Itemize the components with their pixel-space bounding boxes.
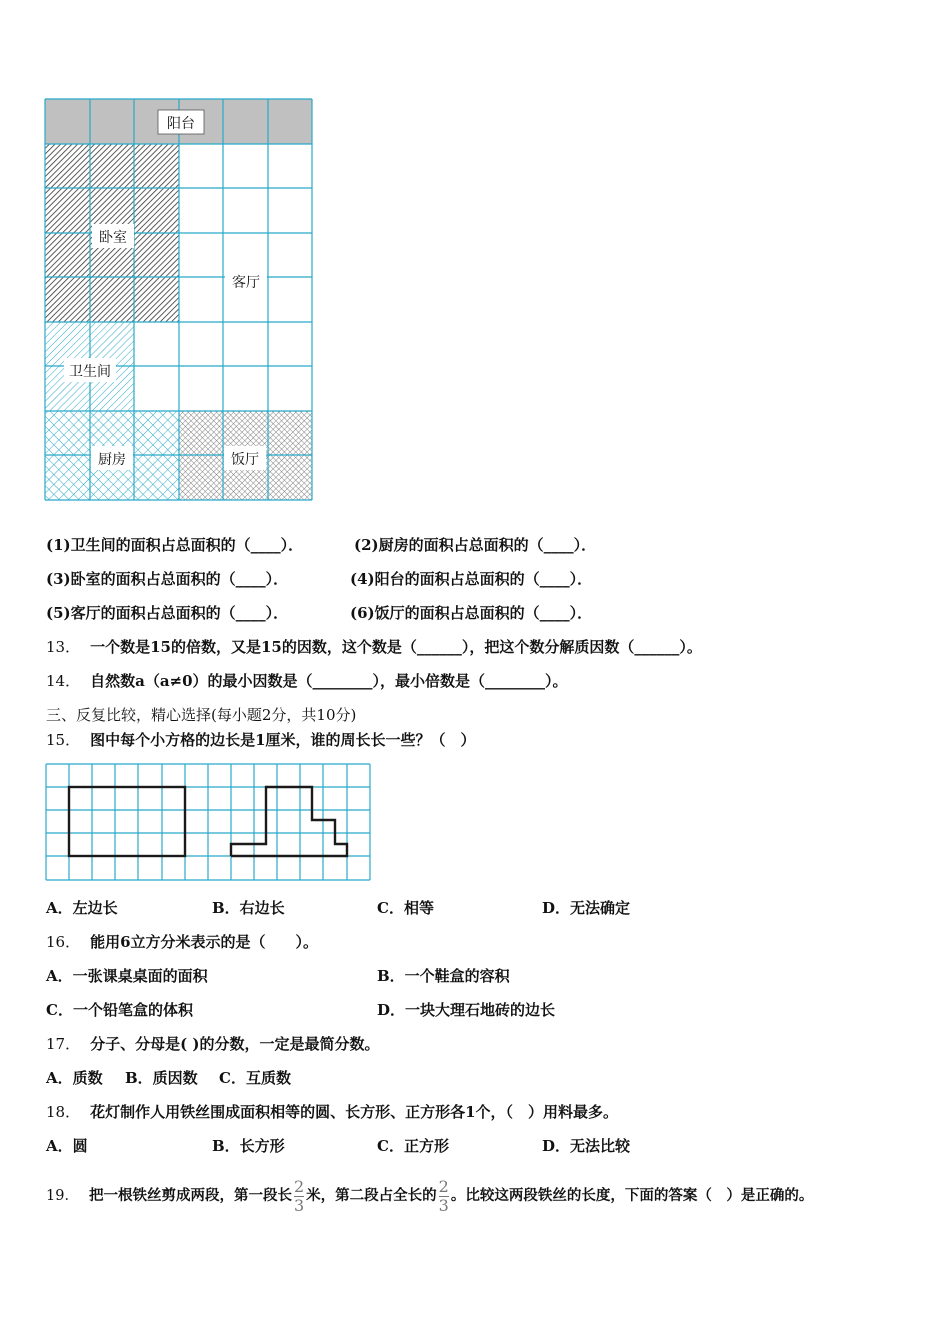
dining-room-label: 饭厅 xyxy=(231,452,259,468)
fraction-1-numerator: 2 xyxy=(293,1176,305,1196)
question-13 xyxy=(46,637,702,657)
q17-option-b[interactable]: B．质因数 xyxy=(125,1069,198,1087)
balcony-label: 阳台 xyxy=(167,116,195,132)
question-19-number: 19． xyxy=(46,1188,79,1204)
question-19 xyxy=(46,1176,813,1216)
question-18 xyxy=(46,1102,618,1122)
question-14 xyxy=(46,671,568,691)
q12-item-3: (3)卧室的面积占总面积的（____）． xyxy=(46,570,289,588)
left-rectangle-shape xyxy=(69,787,185,856)
question-17-number: 17． xyxy=(46,1035,81,1053)
q12-item-1: (1)卫生间的面积占总面积的（____）． xyxy=(46,536,304,554)
question-14-text: 自然数a（a≠0）的最小因数是（________），最小倍数是（________）。 xyxy=(90,672,568,690)
question-17-text: 分子、分母是( )的分数，一定是最简分数。 xyxy=(90,1035,380,1053)
right-step-shape xyxy=(231,787,347,856)
question-16-text: 能用6立方分米表示的是（ ）。 xyxy=(90,933,319,951)
question-15-number: 15． xyxy=(46,731,81,749)
fraction-2-numerator: 2 xyxy=(438,1176,449,1196)
fraction-2-denominator: 3 xyxy=(438,1195,449,1215)
q12-item-5: (5)客厅的面积占总面积的（____）． xyxy=(46,604,289,622)
q12-item-6: (6)饭厅的面积占总面积的（____）． xyxy=(350,604,593,622)
q12-item-4: (4)阳台的面积占总面积的（____）． xyxy=(350,570,593,588)
q16-option-a[interactable]: A．一张课桌桌面的面积 xyxy=(46,967,208,985)
q18-option-d[interactable]: D．无法比较 xyxy=(542,1137,631,1155)
q16-option-d[interactable]: D．一块大理石地砖的边长 xyxy=(377,1001,556,1019)
q15-option-d[interactable]: D．无法确定 xyxy=(542,899,631,917)
fraction-two-thirds-1 xyxy=(294,1178,304,1215)
question-19-part1: 把一根铁丝剪成两段，第一段长 xyxy=(88,1187,292,1204)
question-15 xyxy=(46,730,476,750)
question-14-number: 14． xyxy=(46,672,81,690)
floor-plan-figure xyxy=(44,98,316,502)
q15-option-c[interactable]: C．相等 xyxy=(377,899,434,917)
q15-option-b[interactable]: B．右边长 xyxy=(212,899,285,917)
question-17 xyxy=(46,1034,380,1054)
q18-option-a[interactable]: A．圆 xyxy=(46,1137,88,1155)
q12-item-2: (2)厨房的面积占总面积的（____）． xyxy=(354,536,597,554)
question-13-text: 一个数是15的倍数，又是15的因数，这个数是（______），把这个数分解质因数（______）。 xyxy=(90,638,702,656)
q18-option-c[interactable]: C．正方形 xyxy=(377,1137,449,1155)
q17-option-c[interactable]: C．互质数 xyxy=(219,1069,291,1087)
bathroom-label: 卫生间 xyxy=(69,364,111,380)
perimeter-grid xyxy=(46,764,370,880)
fraction-two-thirds-2 xyxy=(439,1178,449,1215)
question-19-part2: 米，第二段占全长的 xyxy=(306,1187,437,1204)
q16-option-c[interactable]: C．一个铅笔盒的体积 xyxy=(46,1001,193,1019)
q18-option-b[interactable]: B．长方形 xyxy=(212,1137,285,1155)
kitchen-label: 厨房 xyxy=(98,452,126,468)
bedroom-label: 卧室 xyxy=(99,230,127,246)
fraction-1-denominator: 3 xyxy=(293,1195,305,1215)
section-3-title: 三、反复比较，精心选择(每小题2分，共10分) xyxy=(46,706,357,724)
question-18-text: 花灯制作人用铁丝围成面积相等的圆、长方形、正方形各1个，（ ）用料最多。 xyxy=(90,1103,619,1121)
q15-option-a[interactable]: A．左边长 xyxy=(46,899,118,917)
question-19-part3: 。比较这两段铁丝的长度，下面的答案（ ）是正确的。 xyxy=(450,1187,814,1204)
living-room-label: 客厅 xyxy=(232,275,260,291)
perimeter-grid-figure xyxy=(44,762,374,884)
q16-option-b[interactable]: B．一个鞋盒的容积 xyxy=(377,967,510,985)
question-13-number: 13． xyxy=(46,638,81,656)
question-16-number: 16． xyxy=(46,933,81,951)
question-15-text: 图中每个小方格的边长是1厘米，谁的周长长一些？（ ） xyxy=(90,731,476,749)
question-18-number: 18． xyxy=(46,1103,81,1121)
question-16 xyxy=(46,932,318,952)
q17-option-a[interactable]: A．质数 xyxy=(46,1069,103,1087)
